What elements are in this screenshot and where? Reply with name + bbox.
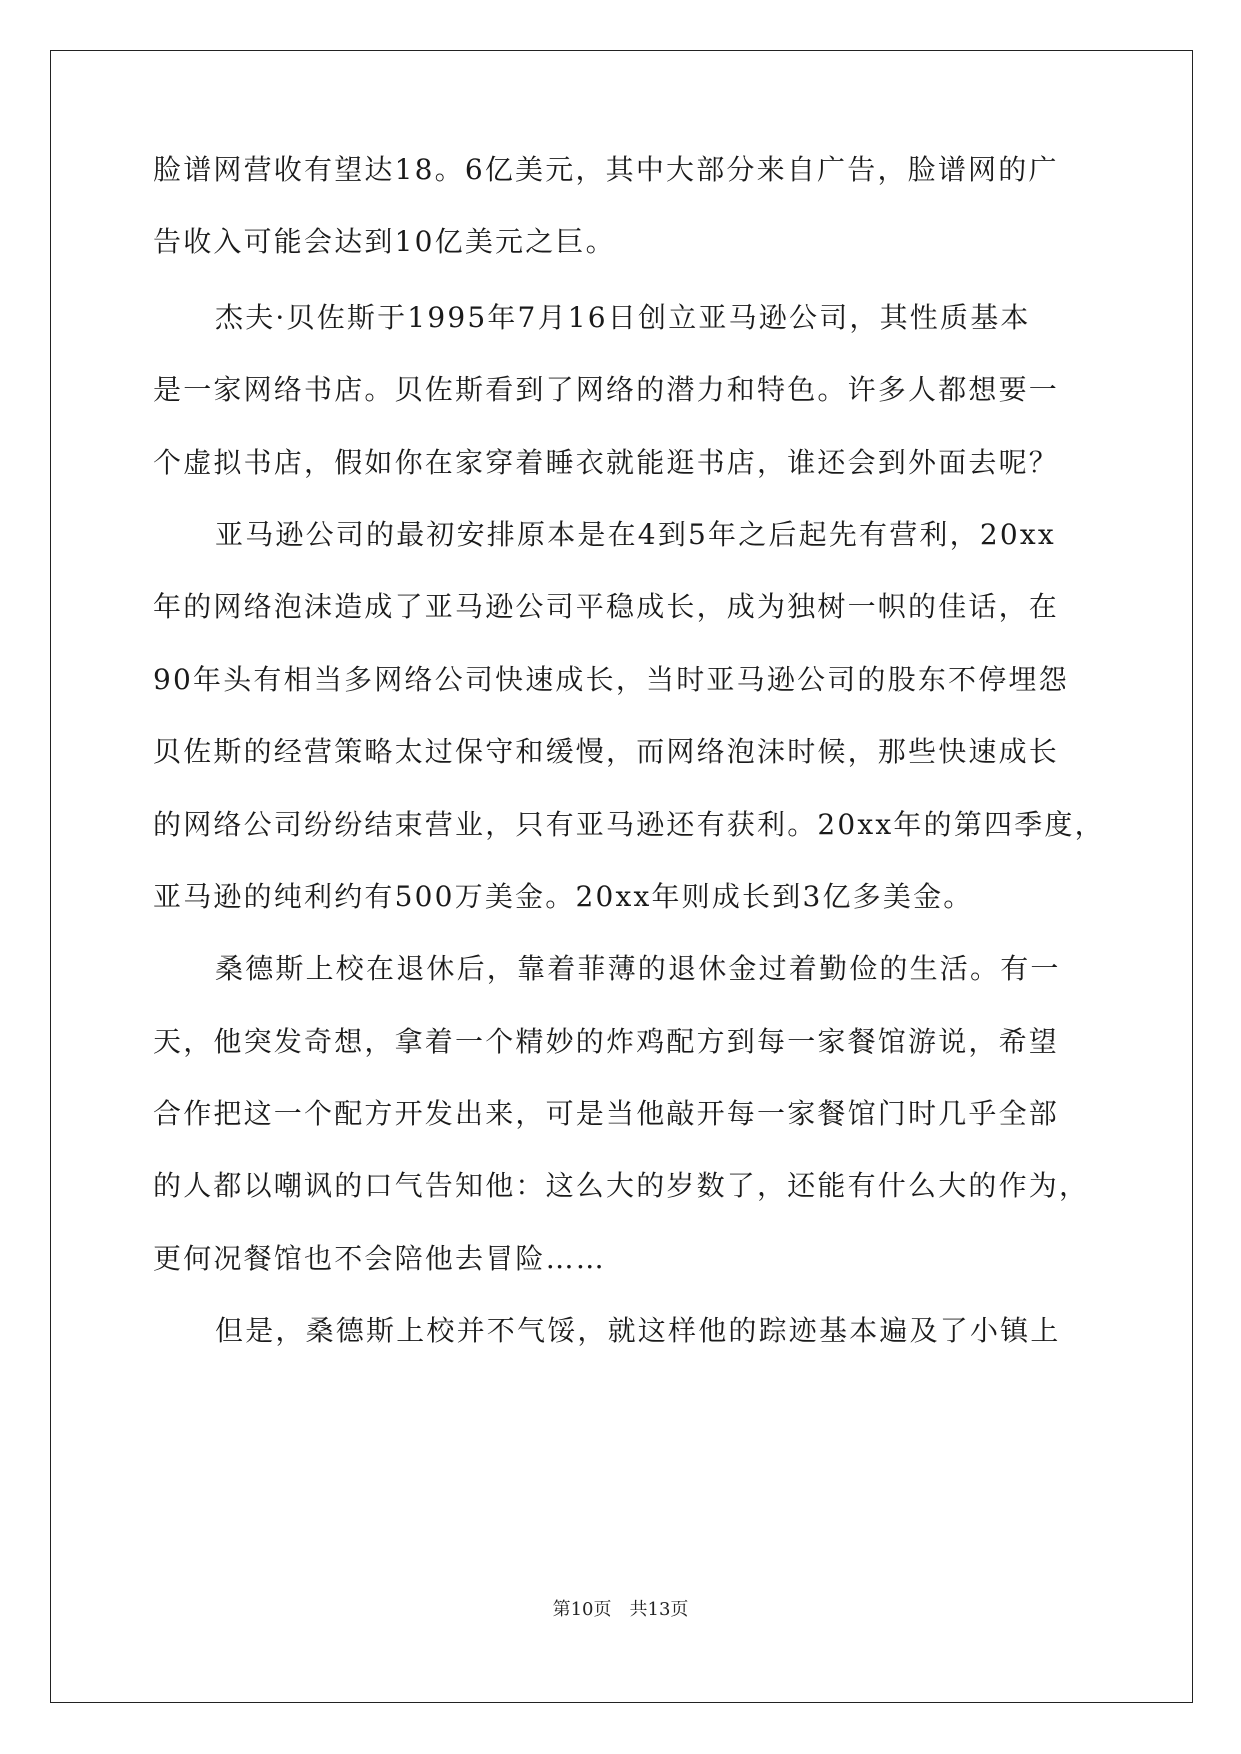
body-text-line: 贝佐斯的经营策略太过保守和缓慢，而网络泡沫时候，那些快速成长 (153, 735, 1060, 768)
current-page-label: 第10页 (552, 1599, 612, 1620)
body-text-line: 合作把这一个配方开发出来，可是当他敲开每一家餐馆门时几乎全部 (153, 1097, 1060, 1130)
body-text-line: 的网络公司纷纷结束营业，只有亚马逊还有获利。20xx年的第四季度， (153, 808, 1105, 841)
body-text-line: 是一家网络书店。贝佐斯看到了网络的潜力和特色。许多人都想要一 (153, 373, 1060, 406)
body-text-line: 90年头有相当多网络公司快速成长，当时亚马逊公司的股东不停埋怨 (153, 663, 1069, 696)
body-text-line: 告收入可能会达到10亿美元之巨。 (153, 225, 616, 258)
body-text-line: 脸谱网营收有望达18。6亿美元，其中大部分来自广告，脸谱网的广 (153, 153, 1059, 186)
body-text-line: 杰夫·贝佐斯于1995年7月16日创立亚马逊公司，其性质基本 (215, 301, 1031, 334)
body-text-line: 亚马逊的纯利约有500万美金。20xx年则成长到3亿多美金。 (153, 880, 974, 913)
body-text-line: 年的网络泡沫造成了亚马逊公司平稳成长，成为独树一帜的佳话，在 (153, 590, 1060, 623)
body-text-line: 个虚拟书店，假如你在家穿着睡衣就能逛书店，谁还会到外面去呢？ (153, 446, 1060, 479)
body-text-line: 更何况餐馆也不会陪他去冒险…… (153, 1242, 607, 1275)
body-text-line: 的人都以嘲讽的口气告知他：这么大的岁数了，还能有什么大的作为， (153, 1169, 1090, 1202)
total-pages-label: 共13页 (629, 1599, 689, 1620)
body-text-line: 但是，桑德斯上校并不气馁，就这样他的踪迹基本遍及了小镇上 (215, 1314, 1061, 1347)
page-footer (0, 1598, 1241, 1622)
body-text-line: 亚马逊公司的最初安排原本是在4到5年之后起先有营利，20xx (215, 518, 1056, 551)
body-text-line: 天，他突发奇想，拿着一个精妙的炸鸡配方到每一家餐馆游说，希望 (153, 1025, 1060, 1058)
body-text-line: 桑德斯上校在退休后，靠着菲薄的退休金过着勤俭的生活。有一 (215, 952, 1061, 985)
